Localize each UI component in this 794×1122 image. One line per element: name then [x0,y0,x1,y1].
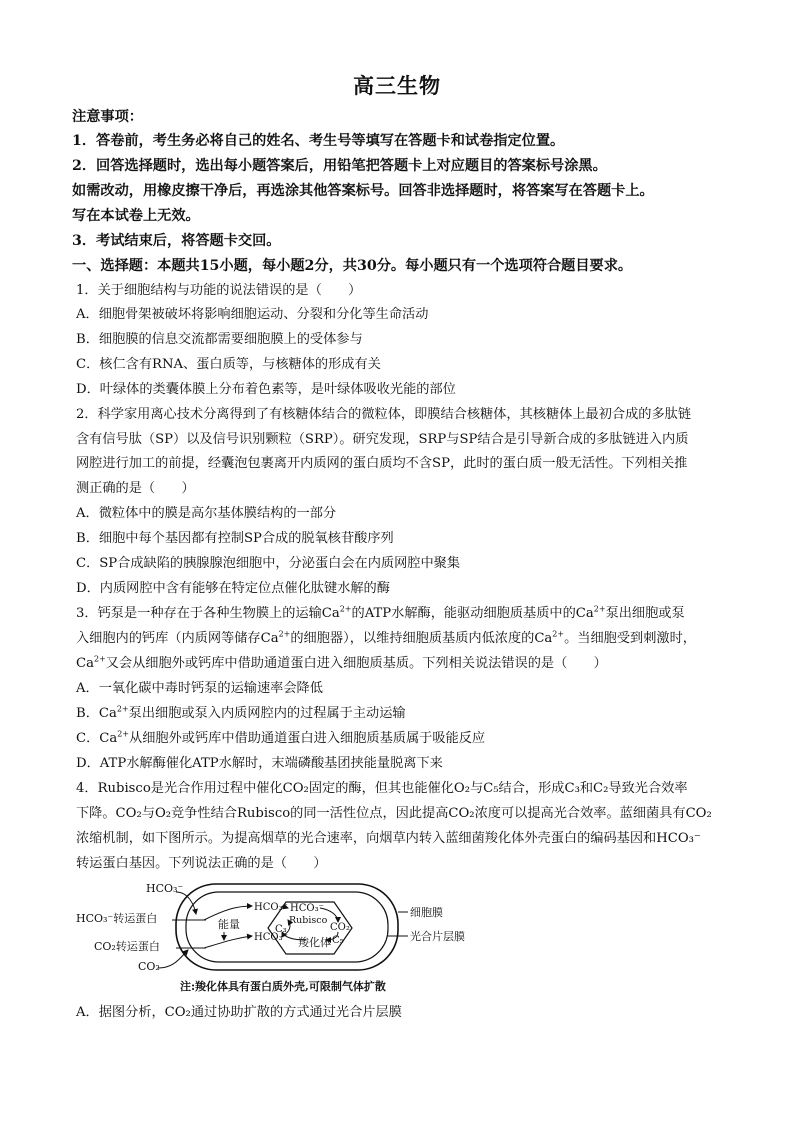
q4-stem-line-3: 浓缩机制，如下图所示。为提高烟草的光合速率，向烟草内转入蓝细菌羧化体外壳蛋白的编码基因和HCO₃⁻ [76,831,701,846]
q2-stem-line-2: 含有信号肽（SP）以及信号识别颗粒（SRP）。研究发现，SRP与SP结合是引导新合成的多肽链进入内质 [76,432,689,447]
q2-stem-line-1: 2．科学家用离心技术分离得到了有核糖体结合的微粒体，即膜结合核糖体，其核糖体上最初合成的多肽链 [76,407,692,422]
figure-note: 注:羧化体具有蛋白质外壳,可限制气体扩散 [180,980,386,993]
notes-heading: 注意事项： [72,109,143,125]
co2-carboxysome-label: CO₂ [330,922,350,933]
rubisco-label: Rubisco [289,915,328,926]
note-2-line-1: 2．回答选择题时，选出每小题答案后，用铅笔把答题卡上对应题目的答案标号涂黑。 [72,158,607,174]
page-title: 高三生物 [353,73,441,98]
q4-option-a: A．据图分析，CO₂通过协助扩散的方式通过光合片层膜 [76,1005,402,1020]
q2-option-a: A．微粒体中的膜是高尔基体膜结构的一部分 [76,506,337,521]
q3-option-b: B．$Ca^{2+}$泵出细胞或泵入内质网腔内的过程属于主动运输 [76,704,406,721]
hco3-inner-label-2: HCO₃⁻ [254,932,288,943]
q3-stem-line-1: 3．钙泵是一种存在于各种生物膜上的运输$Ca^{2+}$的ATP水解酶，能驱动细胞质基质中的$Ca^{2+}$泵出细胞或泵 [76,604,685,621]
q3-option-d: D．ATP水解酶催化ATP水解时，末端磷酸基团挟能量脱离下来 [76,756,443,771]
q4-stem-line-4: 转运蛋白基因。下列说法正确的是（ ） [76,856,327,871]
cell-membrane-shape [176,884,398,970]
q2-option-c: C．SP合成缺陷的胰腺腺泡细胞中，分泌蛋白会在内质网腔中聚集 [76,556,461,571]
co2-outside-label: CO₂ [138,960,160,973]
thylakoid-label: 光合片层膜 [410,930,465,943]
note-3: 3．考试结束后，将答题卡交回。 [72,233,281,249]
hco3-transporter-label: HCO₃⁻转运蛋白 [76,912,158,925]
hco3-carboxysome-label: HCO₃⁻ [290,903,324,914]
q3-option-c: C．$Ca^{2+}$从细胞外或钙库中借助通道蛋白进入细胞质基质属于吸能反应 [76,729,486,746]
q3-option-a: A．一氧化碳中毒时钙泵的运输速率会降低 [76,681,323,696]
q4-stem-line-2: 下降。CO₂与O₂竞争性结合Rubisco的同一活性位点，因此提高CO₂浓度可以提高光合效率。蓝细菌具有CO₂ [76,806,712,821]
q3-stem-line-3: $Ca^{2+}$又会从细胞外或钙库中借助通道蛋白进入细胞质基质。下列相关说法错误的是（ ） [76,654,607,671]
q1-option-d: D．叶绿体的类囊体膜上分布着色素等，是叶绿体吸收光能的部位 [76,382,456,397]
note-1: 1．答卷前，考生务必将自己的姓名、考生号等填写在答题卡和试卷指定位置。 [72,133,565,149]
hco3-outside-label: HCO₃⁻ [146,882,184,895]
q1-option-b: B．细胞膜的信息交流都需要细胞膜上的受体参与 [76,332,363,347]
q2-stem-line-3: 网腔进行加工的前提，经囊泡包裹离开内质网的蛋白质均不含SP，此时的蛋白质一般无活性。下列相关推 [76,456,688,471]
q2-stem-line-4: 测正确的是（ ） [76,481,195,496]
q2-option-d: D．内质网腔中含有能够在特定位点催化肽键水解的酶 [76,581,390,596]
section-heading: 一、选择题：本题共15小题，每小题2分，共30分。每小题只有一个选项符合题目要求。 [72,258,633,274]
c3-label: C₃ [275,924,287,935]
cell-membrane-label: 细胞膜 [410,906,443,919]
note-2-line-2: 如需改动，用橡皮擦干净后，再选涂其他答案标号。回答非选择题时，将答案写在答题卡上。 [72,183,654,199]
note-2-line-3: 写在本试卷上无效。 [72,208,200,224]
q4-stem-line-1: 4．Rubisco是光合作用过程中催化CO₂固定的酶，但其也能催化O₂与C₅结合，形成C₃和C₂导致光合效率 [76,781,688,796]
cyanobacteria-co2-diagram [76,880,486,1000]
q1-option-a: A．细胞骨架被破坏将影响细胞运动、分裂和分化等生命活动 [76,307,429,322]
q3-stem-line-2: 入细胞内的钙库（内质网等储存$Ca^{2+}$的细胞器），以维持细胞质基质内低浓度的$Ca^{2+}$。当细胞受到刺激时， [76,629,696,646]
hco3-inner-label-1: HCO₃⁻ [254,902,288,913]
c5-label: C₅ [332,935,344,946]
energy-label: 能量 [218,918,240,931]
q1-option-c: C．核仁含有RNA、蛋白质等，与核糖体的形成有关 [76,357,381,372]
co2-transporter-label: CO₂转运蛋白 [94,940,160,953]
q2-option-b: B．细胞中每个基因都有控制SP合成的脱氧核苷酸序列 [76,531,394,546]
carboxysome-label: 羧化体 [298,936,331,949]
q1-stem: 1．关于细胞结构与功能的说法错误的是（ ） [76,283,362,298]
